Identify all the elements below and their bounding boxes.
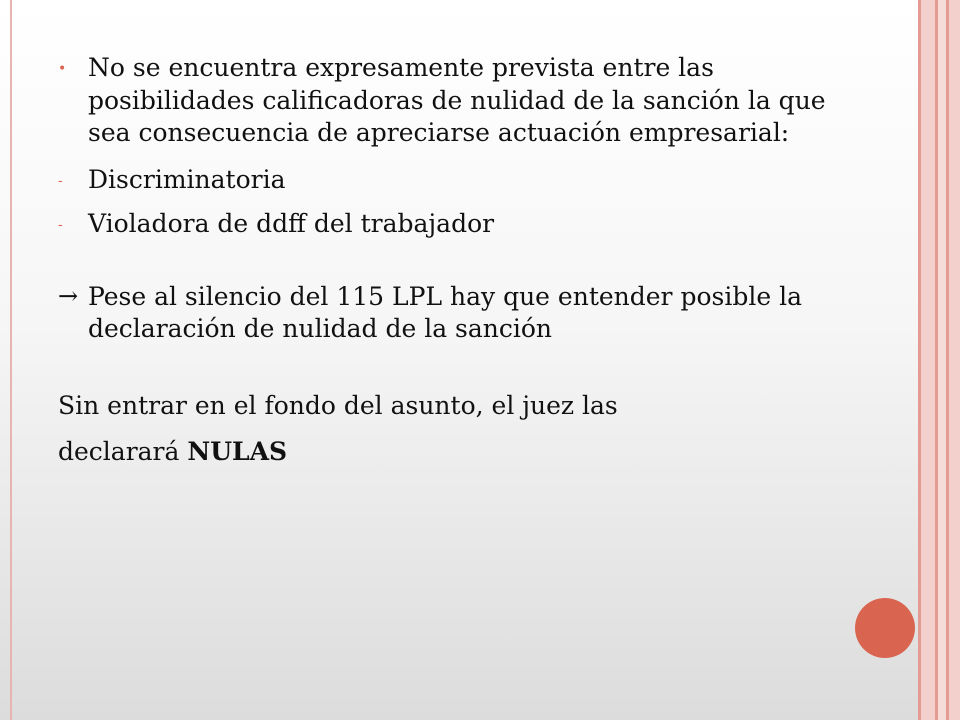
right-decorative-stripe (938, 0, 946, 720)
arrow-item-text: Pese al silencio del 115 LPL hay que entender posible la declaración de nulidad de la sanción (88, 281, 802, 343)
left-decorative-rule (10, 0, 12, 720)
bullet-item-main (58, 52, 848, 150)
conclusion-emphasis: NULAS (187, 437, 288, 466)
right-decorative-stripe (949, 0, 960, 720)
slide-content (58, 52, 848, 469)
conclusion-line-1: Sin entrar en el fondo del asunto, el juez las (58, 390, 618, 420)
bullet-dot-icon: • (58, 61, 67, 77)
right-decorative-stripe (921, 0, 935, 720)
dash-bullet-icon: - (58, 217, 63, 233)
arrow-right-icon: → (58, 281, 79, 310)
sub-item-text: Discriminatoria (88, 164, 286, 194)
accent-circle (855, 598, 915, 658)
bullet-text: No se encuentra expresamente prevista entre las posibilidades calificadoras de nulidad de la sanción la que sea consecuencia de apreciarse actuación empresarial: (88, 53, 826, 147)
conclusion-prefix: declarará (58, 437, 188, 466)
sub-item-discriminatoria (58, 164, 848, 197)
sub-item-violadora (58, 208, 848, 241)
sub-item-text: Violadora de ddff del trabajador (88, 209, 495, 238)
conclusion-line-2 (58, 436, 848, 469)
dash-bullet-icon: - (58, 172, 63, 189)
arrow-item (58, 281, 848, 346)
